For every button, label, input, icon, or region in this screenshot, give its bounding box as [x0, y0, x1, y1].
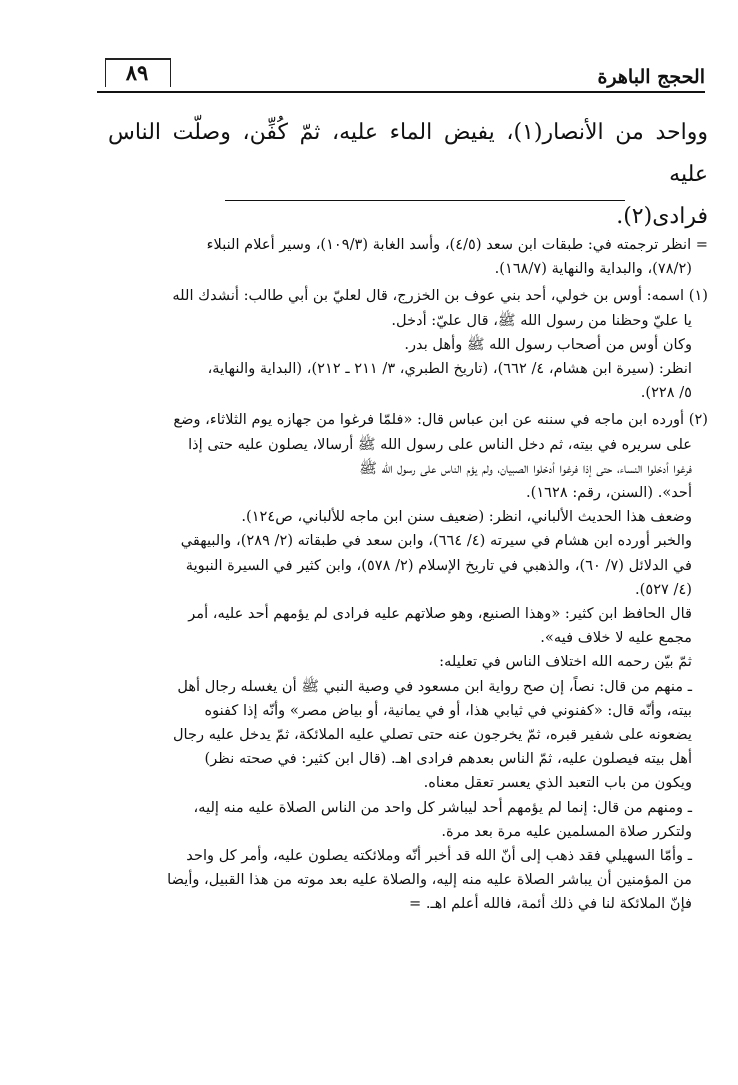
footnotes: [88, 233, 708, 917]
footnote-line: يضعونه على شفير قبره، ثمّ يخرجون عنه حتى تصلي عليه الملائكة، ثمّ يدخل عليه رجال: [172, 726, 692, 744]
footnote-2: [88, 408, 708, 916]
footnote-line: ٥/ ٢٢٨).: [640, 384, 692, 402]
footnote-line: في الدلائل (٧/ ٦٠)، والذهبي في تاريخ الإسلام (٢/ ٥٧٨)، وابن كثير في السيرة النبوية: [185, 556, 692, 574]
page-number: ٨٩: [125, 60, 149, 85]
page-header: [97, 58, 705, 98]
footnote-line: فإنّ الملائكة لنا في ذلك أئمة، فالله أعلم اهـ. =: [409, 895, 692, 913]
footnote-line: ثمّ بيّن رحمه الله اختلاف الناس في تعليله:: [439, 653, 692, 671]
main-text-line: فرادى(٢).: [616, 204, 708, 229]
footnote-line: بيته، وأنّه قال: «كفنوني في ثيابي هذا، أو في يمانية، أو بياض مصر» وأنّه إذا كفنوه: [204, 701, 692, 719]
main-text-line: وواحد من الأنصار(١)، يفيض الماء عليه، ثمّ كُفِّن، وصلّت الناس عليه: [108, 120, 708, 187]
footnote-line: قال الحافظ ابن كثير: «وهذا الصنيع، وهو صلاتهم عليه فرادى لم يؤمهم أحد عليه، أمر: [188, 605, 692, 623]
footnote-line: ـ وأمّا السهيلي فقد ذهب إلى أنّ الله قد أخبر أنّه وملائكته يصلون عليه، وأمر كل واحد: [186, 847, 692, 865]
main-text: [108, 112, 708, 238]
footnote-line: ـ ومنهم من قال: إنما لم يؤمهم أحد ليباشر كل واحد من الناس الصلاة عليه منه إليه،: [193, 798, 692, 816]
footnote-line: وضعف هذا الحديث الألباني، انظر: (ضعيف سنن ابن ماجه للألباني، ص١٢٤).: [241, 508, 692, 526]
footnote-line: ويكون من باب التعبد الذي يعسر تعقل معناه.: [423, 774, 692, 792]
footnote-1: [88, 284, 708, 405]
footnote-line: يا عليّ وحظنا من رسول الله ﷺ، قال عليّ: أدخل.: [391, 311, 692, 329]
footnote-separator: [225, 200, 625, 201]
footnote-line: (٢) أورده ابن ماجه في سننه عن ابن عباس قال: «فلمّا فرغوا من جهازه يوم الثلاثاء، وضع: [173, 411, 708, 429]
footnote-line: والخبر أورده ابن هشام في سيرته (٤/ ٦٦٤)، وابن سعد في طبقاته (٢/ ٢٨٩)، والبيهقي: [180, 532, 692, 550]
footnote-line: = انظر ترجمته في: طبقات ابن سعد (٤/٥)، وأسد الغابة (١٠٩/٣)، وسير أعلام النبلاء: [206, 236, 708, 253]
footnote-line: ولتكرر صلاة المسلمين عليه مرة بعد مرة.: [441, 822, 692, 840]
footnote-line: فرغوا أدخلوا النساء، حتى إذا فرغوا أدخلوا الصبيان، ولم يؤم الناس على رسول الله ﷺ: [359, 459, 692, 477]
footnote-line: أهل بيته فيصلون عليه، ثمّ الناس بعدهم فرادى اهـ. (قال ابن كثير: في صحته نظر): [204, 750, 692, 768]
footnote-line: انظر: (سيرة ابن هشام، ٤/ ٦٦٢)، (تاريخ الطبري، ٣/ ٢١١ ـ ٢١٢)، (البداية والنهاية،: [207, 360, 692, 378]
running-title: الحجج الباهرة: [597, 66, 705, 88]
footnote-line: من المؤمنين أن يباشر الصلاة عليه منه إليه، والصلاة عليه بعد موته من هذا القبيل، وأيضا: [167, 871, 692, 889]
footnote-line: وكان أوس من أصحاب رسول الله ﷺ وأهل بدر.: [404, 335, 692, 353]
footnote-continued: [88, 233, 708, 281]
footnote-line: (٤/ ٥٢٧).: [635, 580, 692, 598]
footnote-line: على سريره في بيته، ثم دخل الناس على رسول الله ﷺ أرسالا، يصلون عليه حتى إذا: [188, 435, 692, 453]
footnote-line: (٧٨/٢)، والبداية والنهاية (١٦٨/٧).: [494, 260, 692, 278]
footnote-line: أحد». (السنن، رقم: ١٦٢٨).: [525, 484, 692, 502]
footnote-line: ـ منهم من قال: نصاً، إن صح رواية ابن مسعود في وصية النبي ﷺ أن يغسله رجال أهل: [177, 677, 692, 695]
footnote-line: (١) اسمه: أوس بن خولي، أحد بني عوف بن الخزرج، قال لعليّ بن أبي طالب: أنشدك الله: [172, 287, 708, 305]
footnote-line: مجمع عليه لا خلاف فيه».: [540, 629, 692, 647]
header-rule: [97, 91, 705, 93]
